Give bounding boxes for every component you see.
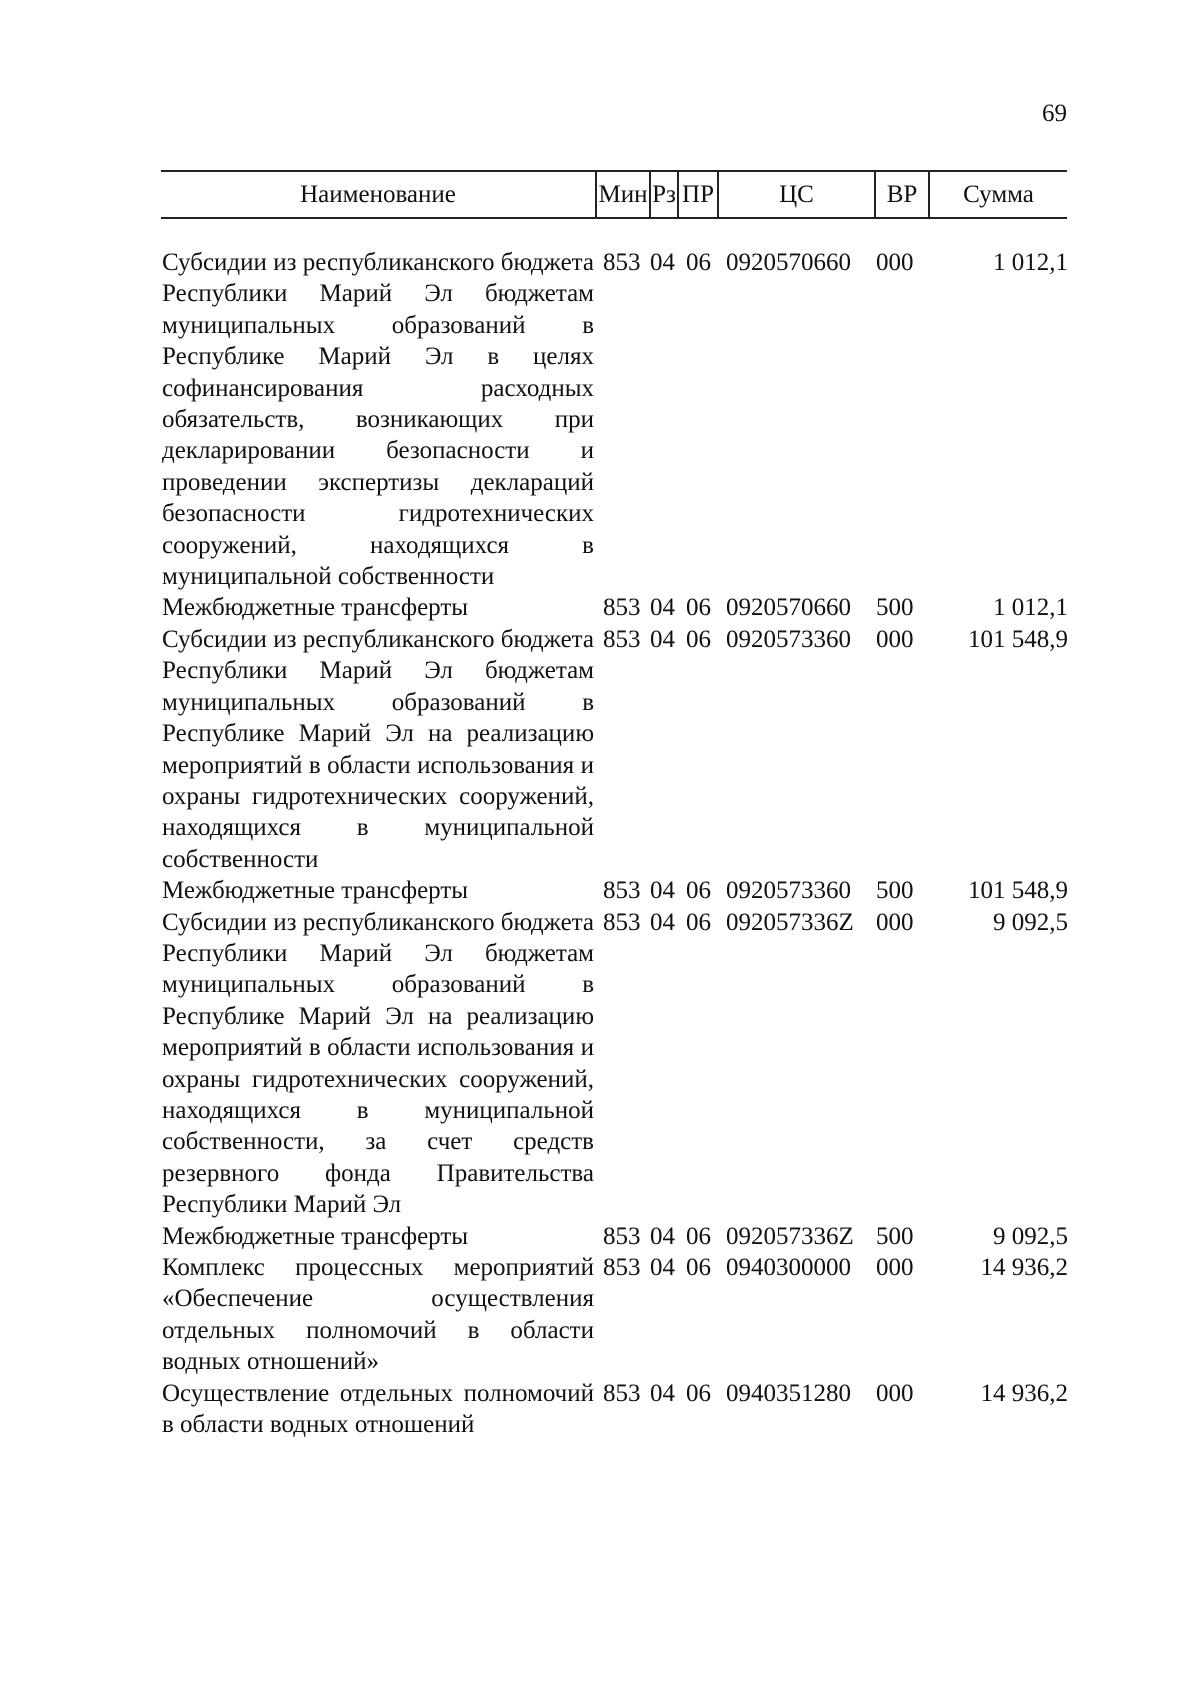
row-pr: 06 xyxy=(686,625,711,653)
row-min: 853 xyxy=(603,1254,641,1281)
row-name: Субсидии из республиканского бюджета Республики Марий Эл бюджетам муниципальных образований в Республике Марий Эл в целях софинансирования расходных обязательств, возникающих при декларировании безопасности и проведении экспертизы деклараций безопасности гидротехнических сооружений, находящихся в муниципальной собственности xyxy=(162,249,594,591)
row-vr: 000 xyxy=(876,249,914,276)
row-codes xyxy=(603,247,916,278)
header-min: Мин xyxy=(595,172,649,217)
table-row xyxy=(0,1221,1200,1252)
table-header xyxy=(161,170,1067,219)
row-pr: 06 xyxy=(686,877,711,905)
row-min: 853 xyxy=(603,1222,641,1250)
row-sum: 9 092,5 xyxy=(993,1222,1068,1250)
row-cs: 0940300000 xyxy=(726,1254,851,1281)
row-sum: 101 548,9 xyxy=(968,625,1068,653)
row-vr: 500 xyxy=(876,594,914,622)
page-number: 69 xyxy=(1042,100,1067,127)
row-min: 853 xyxy=(603,625,641,653)
row-cs: 0940351280 xyxy=(726,1379,851,1407)
row-cs: 0920573360 xyxy=(726,877,851,905)
table-row xyxy=(0,624,1200,875)
row-min: 853 xyxy=(603,249,641,276)
row-vr: 500 xyxy=(876,877,914,905)
row-min: 853 xyxy=(603,594,641,622)
row-rz: 04 xyxy=(650,877,675,905)
row-cs: 0920573360 xyxy=(726,625,851,653)
row-name: Межбюджетные трансферты xyxy=(162,877,469,905)
row-vr: 500 xyxy=(876,1222,914,1250)
row-pr: 06 xyxy=(686,908,711,936)
row-cs: 092057336Z xyxy=(726,908,854,936)
row-pr: 06 xyxy=(686,594,711,622)
row-sum: 9 092,5 xyxy=(993,908,1068,936)
header-sum: Сумма xyxy=(928,172,1067,217)
header-pr: ПР xyxy=(677,172,717,217)
row-sum: 1 012,1 xyxy=(993,249,1068,276)
row-name: Межбюджетные трансферты xyxy=(162,594,469,622)
table-body xyxy=(0,247,1200,1440)
table-row xyxy=(0,907,1200,1221)
table-row xyxy=(0,875,1200,906)
row-name: Субсидии из республиканского бюджета Республики Марий Эл бюджетам муниципальных образований в Республике Марий Эл на реализацию мероприятий в области использования и охраны гидротехнических сооружений, находящихся в муниципальной собственности xyxy=(162,625,594,873)
header-name: Наименование xyxy=(300,181,456,208)
row-vr: 000 xyxy=(876,1254,914,1281)
row-codes xyxy=(603,875,916,906)
header-vr: ВР xyxy=(874,172,928,217)
row-cs: 0920570660 xyxy=(726,249,851,276)
row-name: Комплекс процессных мероприятий «Обеспечение осуществления отдельных полномочий в области водных отношений» xyxy=(162,1254,594,1376)
row-pr: 06 xyxy=(686,1222,711,1250)
row-codes xyxy=(603,1378,916,1409)
row-vr: 000 xyxy=(876,908,914,936)
row-vr: 000 xyxy=(876,1379,914,1407)
row-sum: 101 548,9 xyxy=(968,877,1068,905)
table-row xyxy=(0,1378,1200,1441)
row-pr: 06 xyxy=(686,249,711,276)
row-codes xyxy=(603,624,916,655)
row-rz: 04 xyxy=(650,1222,675,1250)
row-pr: 06 xyxy=(686,1379,711,1407)
row-min: 853 xyxy=(603,877,641,905)
table-row xyxy=(0,592,1200,623)
row-sum: 14 936,2 xyxy=(980,1379,1068,1407)
row-sum: 1 012,1 xyxy=(993,594,1068,622)
row-pr: 06 xyxy=(686,1254,711,1281)
row-rz: 04 xyxy=(650,1379,675,1407)
row-codes xyxy=(603,592,916,623)
row-min: 853 xyxy=(603,1379,641,1407)
table-row xyxy=(0,247,1200,592)
row-vr: 000 xyxy=(876,625,914,653)
row-codes xyxy=(603,1221,916,1252)
row-rz: 04 xyxy=(650,625,675,653)
table-row xyxy=(0,1252,1200,1378)
row-name: Осуществление отдельных полномочий в области водных отношений xyxy=(162,1379,594,1439)
row-name: Межбюджетные трансферты xyxy=(162,1222,469,1250)
header-cs: ЦС xyxy=(717,172,874,217)
row-name: Субсидии из республиканского бюджета Республики Марий Эл бюджетам муниципальных образований в Республике Марий Эл на реализацию мероприятий в области использования и охраны гидротехнических сооружений, находящихся в муниципальной собственности, за счет средств резервного фонда Правительства Республики Марий Эл xyxy=(162,908,594,1219)
row-cs: 092057336Z xyxy=(726,1222,854,1250)
row-min: 853 xyxy=(603,908,641,936)
row-rz: 04 xyxy=(650,249,675,276)
row-sum: 14 936,2 xyxy=(980,1254,1068,1281)
row-codes xyxy=(603,1252,916,1283)
row-cs: 0920570660 xyxy=(726,594,851,622)
row-rz: 04 xyxy=(650,1254,675,1281)
row-rz: 04 xyxy=(650,908,675,936)
row-codes xyxy=(603,907,916,938)
row-rz: 04 xyxy=(650,594,675,622)
header-rz: Рз xyxy=(649,172,677,217)
